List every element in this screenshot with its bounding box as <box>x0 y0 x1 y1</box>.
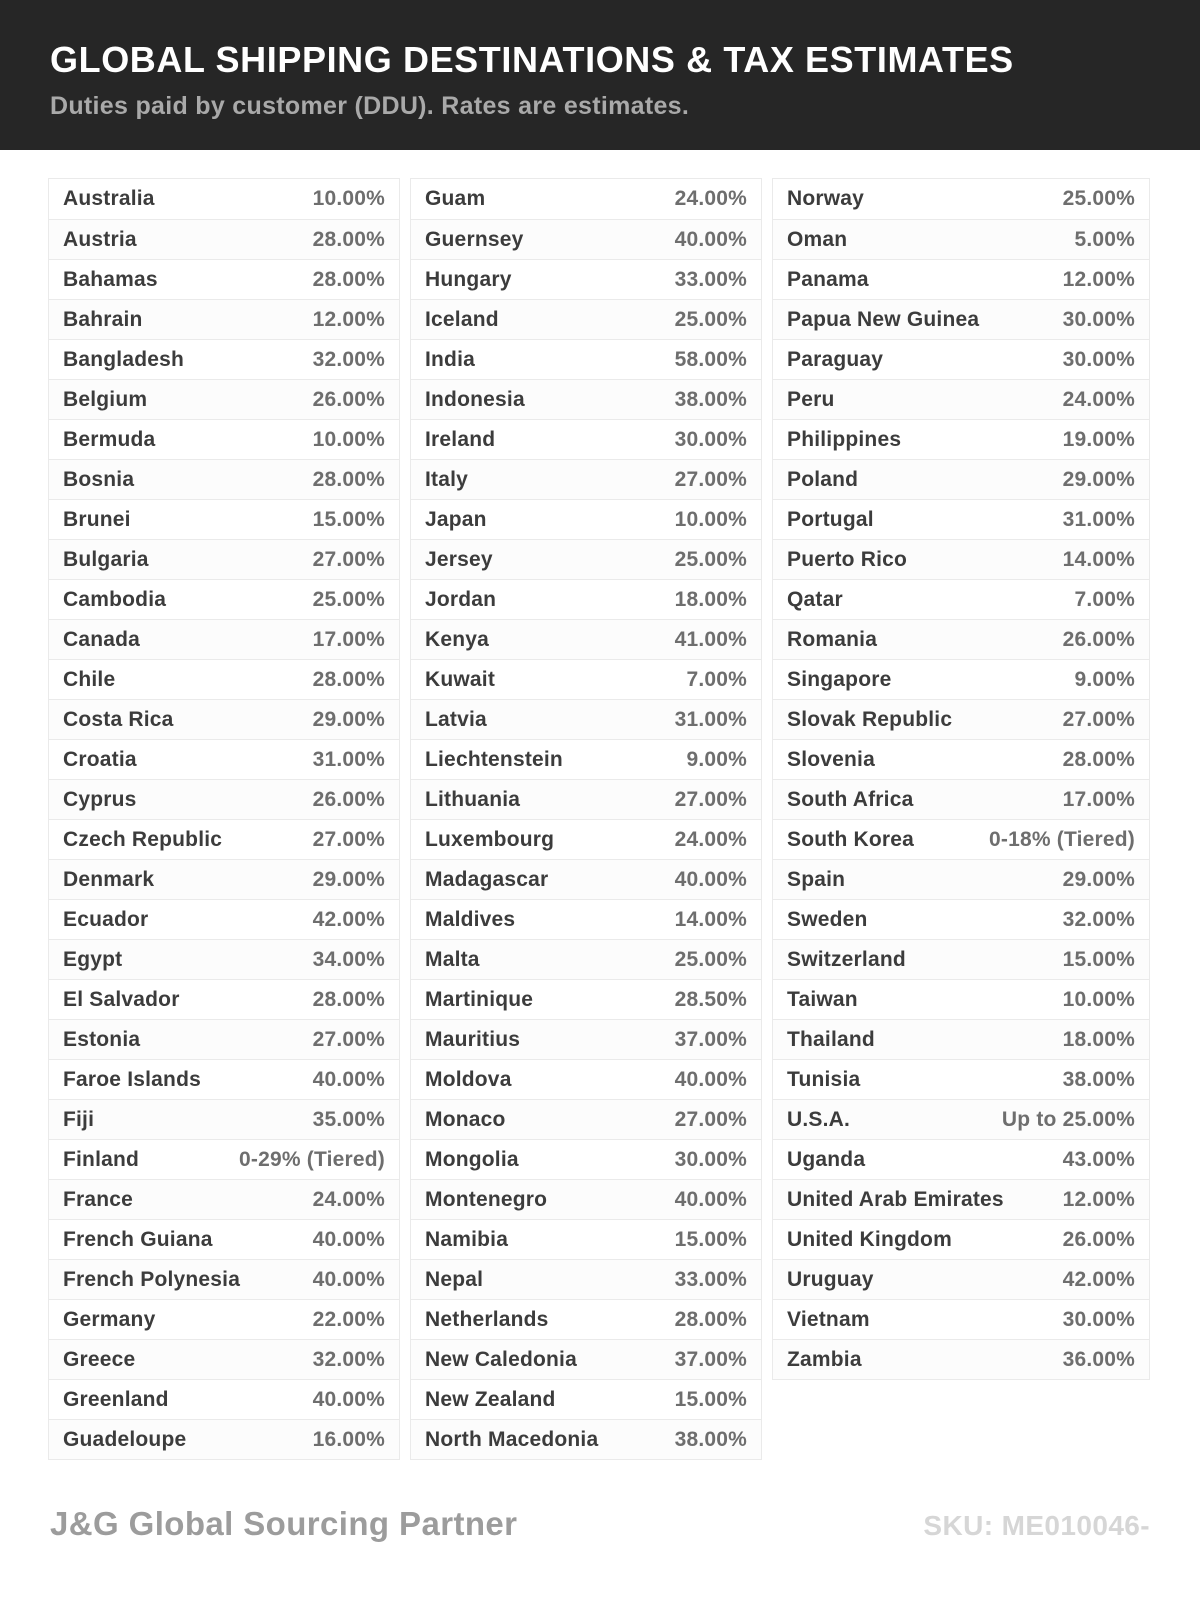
table-row <box>773 499 1149 539</box>
country-name: Panama <box>787 267 869 291</box>
tax-rate: 42.00% <box>1062 1267 1135 1291</box>
table-row <box>49 699 399 739</box>
country-name: Czech Republic <box>63 827 223 851</box>
country-name: Sweden <box>787 907 868 931</box>
table-row <box>49 1059 399 1099</box>
country-name: Moldova <box>425 1067 512 1091</box>
tax-rate: 16.00% <box>312 1427 385 1451</box>
country-name: Peru <box>787 387 835 411</box>
table-row <box>49 339 399 379</box>
table-row <box>411 339 761 379</box>
country-name: India <box>425 347 476 371</box>
country-name: Ecuador <box>63 907 149 931</box>
country-name: Bermuda <box>63 427 156 451</box>
tax-rate: 28.00% <box>674 1307 747 1331</box>
table-row <box>773 1139 1149 1179</box>
tax-rate: 25.00% <box>674 547 747 571</box>
table-row <box>49 659 399 699</box>
tax-rate: 30.00% <box>674 1147 747 1171</box>
table-row <box>49 539 399 579</box>
table-row <box>49 859 399 899</box>
tax-rate: 12.00% <box>312 307 385 331</box>
table-row <box>773 739 1149 779</box>
country-name: Faroe Islands <box>63 1067 201 1091</box>
country-name: Egypt <box>63 947 123 971</box>
tax-rate: 32.00% <box>312 347 385 371</box>
table-row <box>49 1259 399 1299</box>
table-row <box>773 179 1149 219</box>
table-row <box>773 779 1149 819</box>
tax-rate: 36.00% <box>1062 1347 1135 1371</box>
tax-rate: 37.00% <box>674 1027 747 1051</box>
country-name: Madagascar <box>425 867 549 891</box>
country-name: Brunei <box>63 507 131 531</box>
tax-rate: 10.00% <box>312 187 385 210</box>
country-name: Bosnia <box>63 467 135 491</box>
country-name: Bahrain <box>63 307 143 331</box>
country-name: Slovenia <box>787 747 875 771</box>
tax-rate: Up to 25.00% <box>1001 1107 1135 1131</box>
country-name: Luxembourg <box>425 827 555 851</box>
country-name: Taiwan <box>787 987 858 1011</box>
table-row <box>49 1179 399 1219</box>
country-name: Maldives <box>425 907 516 931</box>
table-row <box>773 459 1149 499</box>
table-row <box>411 1219 761 1259</box>
tax-rate: 28.50% <box>674 987 747 1011</box>
table-row <box>773 1219 1149 1259</box>
tax-rate: 30.00% <box>1062 347 1135 371</box>
country-name: Italy <box>425 467 469 491</box>
tax-rate: 40.00% <box>674 1067 747 1091</box>
tax-rate: 10.00% <box>674 507 747 531</box>
table-row <box>773 939 1149 979</box>
page-subtitle: Duties paid by customer (DDU). Rates are estimates. <box>50 91 690 120</box>
table-row <box>411 899 761 939</box>
table-row <box>49 1099 399 1139</box>
table-row <box>49 379 399 419</box>
country-name: Jersey <box>425 547 493 571</box>
country-name: El Salvador <box>63 987 180 1011</box>
tax-rate: 35.00% <box>312 1107 385 1131</box>
tax-rate: 31.00% <box>1062 507 1135 531</box>
tax-rate: 41.00% <box>674 627 747 651</box>
table-row <box>411 579 761 619</box>
tax-rate: 28.00% <box>312 267 385 291</box>
country-name: Canada <box>63 627 141 651</box>
table-row <box>411 1299 761 1339</box>
country-name: United Arab Emirates <box>787 1187 1004 1211</box>
table-row <box>773 1259 1149 1299</box>
country-name: Bangladesh <box>63 347 185 371</box>
tax-rate: 31.00% <box>674 707 747 731</box>
tax-rate: 40.00% <box>312 1067 385 1091</box>
table-row <box>773 659 1149 699</box>
table-row <box>49 1419 399 1459</box>
country-name: Austria <box>63 227 137 251</box>
tax-rate: 25.00% <box>312 587 385 611</box>
country-name: France <box>63 1187 134 1211</box>
table-row <box>411 1259 761 1299</box>
brand-name: J&G Global Sourcing Partner <box>50 1505 518 1542</box>
tax-rate: 43.00% <box>1062 1147 1135 1171</box>
country-name: Germany <box>63 1307 156 1331</box>
tax-rate: 30.00% <box>674 427 747 451</box>
country-name: Qatar <box>787 587 843 611</box>
table-row <box>411 1419 761 1459</box>
country-name: Croatia <box>63 747 137 771</box>
tax-rate: 25.00% <box>674 307 747 331</box>
tax-rate: 29.00% <box>312 707 385 731</box>
tax-rate: 9.00% <box>686 747 747 771</box>
tax-rate: 17.00% <box>312 627 385 651</box>
rates-column-1 <box>48 178 400 1460</box>
rates-column-2 <box>410 178 762 1460</box>
tax-rate: 18.00% <box>1062 1027 1135 1051</box>
tax-rate: 26.00% <box>1062 627 1135 651</box>
tax-rate: 12.00% <box>1062 267 1135 291</box>
table-row <box>49 259 399 299</box>
tax-rate: 12.00% <box>1062 1187 1135 1211</box>
tax-rate: 38.00% <box>674 1427 747 1451</box>
table-row <box>49 1339 399 1379</box>
table-row <box>773 379 1149 419</box>
tax-rate: 28.00% <box>312 987 385 1011</box>
country-name: Ireland <box>425 427 496 451</box>
country-name: Japan <box>425 507 487 531</box>
tax-rate: 32.00% <box>312 1347 385 1371</box>
table-row <box>49 1139 399 1179</box>
tax-rate: 28.00% <box>312 467 385 491</box>
tax-rate: 14.00% <box>1062 547 1135 571</box>
country-name: Finland <box>63 1147 140 1171</box>
country-name: Netherlands <box>425 1307 549 1331</box>
country-name: Cyprus <box>63 787 137 811</box>
country-name: Lithuania <box>425 787 521 811</box>
table-row <box>411 939 761 979</box>
table-row <box>773 979 1149 1019</box>
table-row <box>411 819 761 859</box>
tax-rate: 58.00% <box>674 347 747 371</box>
tax-rate: 15.00% <box>674 1387 747 1411</box>
table-row <box>411 659 761 699</box>
country-name: Denmark <box>63 867 155 891</box>
table-row <box>773 339 1149 379</box>
table-row <box>49 779 399 819</box>
table-row <box>49 499 399 539</box>
table-row <box>49 819 399 859</box>
table-row <box>773 299 1149 339</box>
tax-rate: 40.00% <box>312 1387 385 1411</box>
tax-rate: 42.00% <box>312 907 385 931</box>
table-row <box>49 899 399 939</box>
tax-rate: 22.00% <box>312 1307 385 1331</box>
table-row <box>773 1179 1149 1219</box>
tax-rate: 28.00% <box>312 667 385 691</box>
table-row <box>411 299 761 339</box>
country-name: Guernsey <box>425 227 524 251</box>
rates-column-3 <box>772 178 1150 1380</box>
country-name: Namibia <box>425 1227 509 1251</box>
tax-rate: 38.00% <box>674 387 747 411</box>
country-name: Poland <box>787 467 859 491</box>
tax-rate: 9.00% <box>1074 667 1135 691</box>
table-row <box>411 179 761 219</box>
country-name: Romania <box>787 627 878 651</box>
country-name: Hungary <box>425 267 512 291</box>
table-row <box>411 539 761 579</box>
country-name: New Caledonia <box>425 1347 577 1371</box>
tax-rate: 14.00% <box>674 907 747 931</box>
tax-rate: 26.00% <box>1062 1227 1135 1251</box>
tax-rate: 26.00% <box>312 787 385 811</box>
table-row <box>773 1019 1149 1059</box>
header-banner <box>0 0 1200 150</box>
tax-rate: 24.00% <box>674 187 747 210</box>
country-name: Jordan <box>425 587 497 611</box>
tax-rate: 27.00% <box>674 467 747 491</box>
table-row <box>773 219 1149 259</box>
table-row <box>49 939 399 979</box>
tax-rate: 40.00% <box>674 227 747 251</box>
tax-rate: 17.00% <box>1062 787 1135 811</box>
country-name: Norway <box>787 187 865 210</box>
footer <box>50 1505 1150 1543</box>
tax-rate: 28.00% <box>1062 747 1135 771</box>
table-row <box>411 459 761 499</box>
country-name: Liechtenstein <box>425 747 563 771</box>
tax-rate: 28.00% <box>312 227 385 251</box>
country-name: Papua New Guinea <box>787 307 980 331</box>
country-name: French Polynesia <box>63 1267 241 1291</box>
tax-rate: 18.00% <box>674 587 747 611</box>
tax-rate: 24.00% <box>312 1187 385 1211</box>
tax-rate: 29.00% <box>1062 467 1135 491</box>
tax-rate: 19.00% <box>1062 427 1135 451</box>
tax-rate: 15.00% <box>312 507 385 531</box>
table-row <box>773 899 1149 939</box>
country-name: Guadeloupe <box>63 1427 187 1451</box>
country-name: Montenegro <box>425 1187 548 1211</box>
country-name: Kuwait <box>425 667 496 691</box>
country-name: Kenya <box>425 627 490 651</box>
country-name: Indonesia <box>425 387 525 411</box>
table-row <box>411 779 761 819</box>
table-row <box>773 859 1149 899</box>
tax-rate: 27.00% <box>674 787 747 811</box>
country-name: New Zealand <box>425 1387 556 1411</box>
country-name: Paraguay <box>787 347 884 371</box>
table-row <box>411 1139 761 1179</box>
tax-rate: 27.00% <box>1062 707 1135 731</box>
table-row <box>411 1379 761 1419</box>
table-row <box>49 1219 399 1259</box>
table-row <box>411 419 761 459</box>
table-row <box>49 979 399 1019</box>
tax-rate: 37.00% <box>674 1347 747 1371</box>
table-row <box>49 459 399 499</box>
country-name: Costa Rica <box>63 707 174 731</box>
country-name: Mongolia <box>425 1147 519 1171</box>
country-name: South Korea <box>787 827 915 851</box>
country-name: Zambia <box>787 1347 862 1371</box>
table-row <box>411 1099 761 1139</box>
country-name: Oman <box>787 227 848 251</box>
table-row <box>49 219 399 259</box>
table-row <box>773 1299 1149 1339</box>
tax-rate: 27.00% <box>312 1027 385 1051</box>
tax-rate: 40.00% <box>674 867 747 891</box>
tax-rate: 26.00% <box>312 387 385 411</box>
table-row <box>773 1099 1149 1139</box>
country-name: Puerto Rico <box>787 547 908 571</box>
country-name: French Guiana <box>63 1227 213 1251</box>
tax-rate: 29.00% <box>312 867 385 891</box>
table-row <box>773 819 1149 859</box>
table-row <box>49 179 399 219</box>
sku-label: SKU: ME010046- <box>923 1510 1150 1541</box>
country-name: Singapore <box>787 667 892 691</box>
table-row <box>411 1339 761 1379</box>
country-name: Vietnam <box>787 1307 870 1331</box>
tax-rate: 40.00% <box>674 1187 747 1211</box>
tax-rate: 24.00% <box>674 827 747 851</box>
table-row <box>411 619 761 659</box>
tax-rate: 27.00% <box>674 1107 747 1131</box>
table-row <box>773 579 1149 619</box>
country-name: Spain <box>787 867 846 891</box>
country-name: Switzerland <box>787 947 906 971</box>
table-row <box>49 1379 399 1419</box>
tax-rate: 40.00% <box>312 1267 385 1291</box>
tax-rate: 27.00% <box>312 547 385 571</box>
table-row <box>773 539 1149 579</box>
tax-rate: 32.00% <box>1062 907 1135 931</box>
country-name: Bahamas <box>63 267 158 291</box>
table-row <box>49 579 399 619</box>
country-name: Cambodia <box>63 587 167 611</box>
country-name: Monaco <box>425 1107 506 1131</box>
table-row <box>773 1059 1149 1099</box>
table-row <box>411 1019 761 1059</box>
tax-rate: 10.00% <box>312 427 385 451</box>
tax-rate: 30.00% <box>1062 307 1135 331</box>
country-name: Chile <box>63 667 116 691</box>
country-name: Slovak Republic <box>787 707 953 731</box>
tax-rate: 7.00% <box>686 667 747 691</box>
tax-rate: 38.00% <box>1062 1067 1135 1091</box>
table-row <box>411 259 761 299</box>
tax-rate: 27.00% <box>312 827 385 851</box>
tax-rate: 15.00% <box>1062 947 1135 971</box>
table-row <box>773 1339 1149 1379</box>
country-name: Estonia <box>63 1027 141 1051</box>
country-name: Australia <box>63 187 155 210</box>
tax-rate: 31.00% <box>312 747 385 771</box>
tax-rate: 33.00% <box>674 1267 747 1291</box>
country-name: North Macedonia <box>425 1427 599 1451</box>
country-name: Tunisia <box>787 1067 861 1091</box>
table-row <box>411 859 761 899</box>
table-row <box>411 499 761 539</box>
tax-rate: 10.00% <box>1062 987 1135 1011</box>
country-name: United Kingdom <box>787 1227 952 1251</box>
table-row <box>49 1019 399 1059</box>
tax-rate: 0-18% (Tiered) <box>989 827 1135 851</box>
country-name: Guam <box>425 187 486 210</box>
table-row <box>773 619 1149 659</box>
country-name: U.S.A. <box>787 1107 851 1131</box>
table-row <box>49 1299 399 1339</box>
tax-rate: 0-29% (Tiered) <box>239 1147 385 1171</box>
table-row <box>49 739 399 779</box>
table-row <box>773 419 1149 459</box>
table-row <box>773 259 1149 299</box>
table-row <box>411 379 761 419</box>
country-name: Greece <box>63 1347 136 1371</box>
table-row <box>411 739 761 779</box>
country-name: Nepal <box>425 1267 484 1291</box>
tax-rate: 34.00% <box>312 947 385 971</box>
table-row <box>411 219 761 259</box>
table-row <box>411 699 761 739</box>
country-name: Fiji <box>63 1107 95 1131</box>
tax-rate: 29.00% <box>1062 867 1135 891</box>
rates-table <box>48 178 1150 1460</box>
country-name: Uruguay <box>787 1267 874 1291</box>
table-row <box>773 699 1149 739</box>
tax-rate: 25.00% <box>674 947 747 971</box>
country-name: Belgium <box>63 387 148 411</box>
tax-rate: 40.00% <box>312 1227 385 1251</box>
tax-rate: 15.00% <box>674 1227 747 1251</box>
tax-rate: 33.00% <box>674 267 747 291</box>
country-name: Malta <box>425 947 480 971</box>
country-name: Iceland <box>425 307 499 331</box>
table-row <box>411 1179 761 1219</box>
country-name: Martinique <box>425 987 534 1011</box>
page-title: GLOBAL SHIPPING DESTINATIONS & TAX ESTIMATES <box>50 39 1014 80</box>
country-name: Bulgaria <box>63 547 149 571</box>
tax-rate: 30.00% <box>1062 1307 1135 1331</box>
country-name: Philippines <box>787 427 902 451</box>
country-name: Thailand <box>787 1027 875 1051</box>
tax-rate: 5.00% <box>1074 227 1135 251</box>
tax-rate: 24.00% <box>1062 387 1135 411</box>
country-name: Portugal <box>787 507 874 531</box>
country-name: South Africa <box>787 787 914 811</box>
country-name: Uganda <box>787 1147 866 1171</box>
table-row <box>49 419 399 459</box>
country-name: Greenland <box>63 1387 169 1411</box>
tax-rate: 25.00% <box>1062 187 1135 210</box>
table-row <box>49 619 399 659</box>
table-row <box>49 299 399 339</box>
table-row <box>411 1059 761 1099</box>
table-row <box>411 979 761 1019</box>
country-name: Mauritius <box>425 1027 521 1051</box>
country-name: Latvia <box>425 707 487 731</box>
tax-rate: 7.00% <box>1074 587 1135 611</box>
